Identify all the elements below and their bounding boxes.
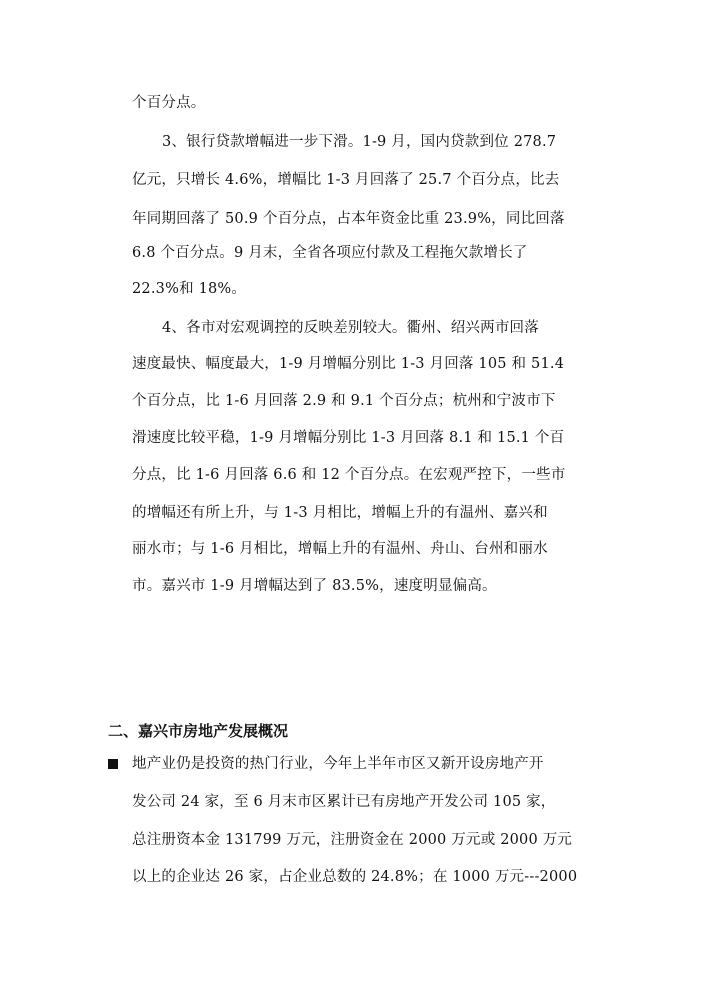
paragraph-continuation-line: 个百分点。 xyxy=(132,95,206,111)
bullet-line-3: 总注册资本金 131799 万元，注册资金在 2000 万元或 2000 万元 xyxy=(132,832,573,848)
bullet-line-4: 以上的企业达 26 家，占企业总数的 24.8%；在 1000 万元---2000 xyxy=(132,869,578,885)
paragraph-4-line-7: 丽水市；与 1-6 月相比，增幅上升的有温州、舟山、台州和丽水 xyxy=(132,541,548,557)
paragraph-4-line-2: 速度最快、幅度最大，1-9 月增幅分别比 1-3 月回落 105 和 51.4 xyxy=(132,356,565,372)
paragraph-4-line-6: 的增幅还有所上升，与 1-3 月相比，增幅上升的有温州、嘉兴和 xyxy=(132,505,548,521)
square-bullet-icon xyxy=(108,759,118,769)
section-heading: 二、嘉兴市房地产发展概况 xyxy=(108,722,289,740)
paragraph-3-line-3: 年同期回落了 50.9 个百分点，占本年资金比重 23.9%，同比回落 xyxy=(132,211,565,227)
paragraph-3-line-1: 3、银行贷款增幅进一步下滑。1-9 月，国内贷款到位 278.7 xyxy=(162,134,557,150)
paragraph-3-line-5: 22.3%和 18%。 xyxy=(132,281,247,297)
paragraph-4-line-8: 市。嘉兴市 1-9 月增幅达到了 83.5%，速度明显偏高。 xyxy=(132,578,497,594)
paragraph-3-line-4: 6.8 个百分点。9 月末，全省各项应付款及工程拖欠款增长了 xyxy=(132,245,528,261)
paragraph-4-line-4: 滑速度比较平稳，1-9 月增幅分别比 1-3 月回落 8.1 和 15.1 个百 xyxy=(132,430,565,446)
bullet-line-1: 地产业仍是投资的热门行业，今年上半年市区又新开设房地产开 xyxy=(132,756,544,772)
bullet-line-2: 发公司 24 家，至 6 月末市区累计已有房地产开发公司 105 家， xyxy=(132,794,556,810)
paragraph-4-line-1: 4、各市对宏观调控的反映差别较大。衢州、绍兴两市回落 xyxy=(162,320,539,336)
paragraph-4-line-5: 分点，比 1-6 月回落 6.6 和 12 个百分点。在宏观严控下，一些市 xyxy=(132,467,566,483)
paragraph-3-line-2: 亿元，只增长 4.6%，增幅比 1-3 月回落了 25.7 个百分点，比去 xyxy=(132,172,560,188)
paragraph-4-line-3: 个百分点，比 1-6 月回落 2.9 和 9.1 个百分点；杭州和宁波市下 xyxy=(132,393,556,409)
